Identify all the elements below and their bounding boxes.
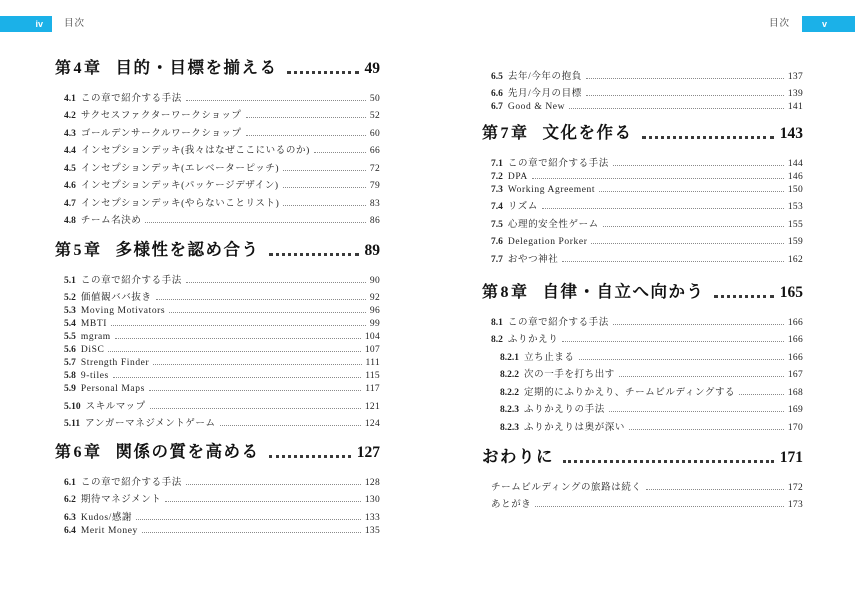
chapter-title: 目的・目標を揃える [115,58,278,77]
entry-title: 立ち止まる [524,352,575,363]
toc-entry[interactable] [55,191,380,209]
entry-title: インセプションデッキ(パッケージデザイン) [80,181,279,191]
entry-number: 6.4 [64,525,76,536]
toc-entry[interactable] [55,268,380,286]
leader-dots [186,282,366,283]
entry-number: 8.2.2 [500,370,519,380]
chapter-label: 第7章 [482,125,530,142]
entry-number: 5.4 [64,319,76,329]
entry-number: 4.2 [64,111,76,121]
leader-dots [314,152,366,153]
leader-dots [111,325,366,326]
entry-page-number: 170 [787,422,803,433]
running-header-right: 目次 [769,18,791,29]
entry-number: 7.4 [491,202,503,212]
leader-dots [283,205,366,206]
entry-number: 7.7 [491,254,503,265]
entry-title: Delegation Porker [507,237,588,247]
entry-number: 5.7 [64,358,76,368]
toc-entry[interactable] [55,381,380,394]
entry-page-number: 155 [787,219,803,230]
leader-dots [269,253,359,256]
entry-title: DiSC [80,345,105,355]
toc-entry[interactable] [55,470,380,488]
entry-title: チーム名決め [80,216,142,226]
entry-page-number: 159 [787,237,803,247]
toc-entry[interactable] [55,412,380,430]
entry-number: 6.3 [64,512,76,523]
entry-number: 6.2 [64,495,76,505]
entry-title: 9-tiles [80,371,109,381]
toc-entry[interactable] [482,247,803,265]
entry-number: 5.1 [64,275,76,286]
entry-number: 5.5 [64,332,76,342]
chapter-title: 文化を作る [542,123,633,142]
toc-entry[interactable] [482,169,803,182]
page-folio-left: iv [0,16,52,32]
entry-page-number: 169 [787,405,803,415]
toc-entry[interactable] [482,64,803,82]
entry-title: 次の一手を打ち出す [524,370,615,380]
toc-entry[interactable] [482,195,803,213]
chapter-page-number: 49 [364,60,380,77]
leader-dots [613,165,784,166]
entry-page-number: 60 [369,128,380,139]
entry-page-number: 99 [369,319,380,329]
entry-page-number: 111 [365,358,380,368]
entry-page-number: 144 [787,158,803,169]
leader-dots [629,429,784,430]
entry-title: Moving Motivators [80,306,166,316]
toc-entry[interactable] [482,182,803,195]
running-header-left: 目次 [64,18,86,29]
chapter-label: 第6章 [55,444,103,461]
entry-title: DPA [507,171,528,182]
entry-title: 心理的安全性ゲーム [507,219,599,230]
leader-dots [714,295,774,298]
entry-page-number: 121 [364,401,380,412]
entry-title: 期待マネジメント [80,495,162,505]
toc-entry[interactable] [55,329,380,342]
entry-title: mgram [80,332,111,342]
page-folio-right: v [802,16,855,32]
entry-number: 7.1 [491,158,503,169]
entry-page-number: 66 [369,146,380,156]
entry-page-number: 137 [787,71,803,82]
entry-title: この章で紹介する手法 [80,275,182,286]
leader-dots [220,425,361,426]
toc-entry[interactable] [482,151,803,169]
toc-entry[interactable] [482,230,803,248]
toc-section-chapter-7 [482,121,803,265]
toc-entry[interactable] [55,355,380,368]
chapter-label: 第8章 [482,284,530,301]
entry-title: この章で紹介する手法 [80,93,182,104]
entry-title: インセプションデッキ(エレベーターピッチ) [80,163,280,174]
toc-entry[interactable] [482,212,803,230]
entry-title: この章で紹介する手法 [507,158,609,169]
entry-title: Kudos/感謝 [80,512,133,523]
entry-page-number: 153 [787,202,803,212]
chapter-title: 多様性を認め合う [115,240,260,259]
chapter-title: おわりに [482,447,554,466]
leader-dots [246,135,366,136]
entry-number: 7.3 [491,184,503,195]
chapter-heading[interactable] [482,121,803,143]
entry-page-number: 90 [369,275,380,286]
leader-dots [156,299,366,300]
chapter-page-number: 171 [779,449,803,466]
leader-dots [586,78,784,79]
chapter-page-number: 143 [779,125,803,142]
entry-page-number: 166 [787,352,803,363]
entry-number: 8.2.2 [500,387,519,398]
entry-number: 4.4 [64,146,76,156]
chapter-page-number: 89 [364,242,380,259]
leader-dots [586,95,784,96]
entry-number: 5.2 [64,293,76,303]
chapter-page-number: 165 [779,284,803,301]
chapter-page-number: 127 [356,444,380,461]
entry-number: 8.2.3 [500,405,519,415]
entry-title: Working Agreement [507,184,596,195]
entry-page-number: 72 [369,163,380,174]
toc-entry[interactable] [55,488,380,506]
toc-entry[interactable] [482,398,803,416]
entry-number: 4.5 [64,163,76,174]
toc-entry[interactable] [55,394,380,412]
chapter-heading[interactable] [482,445,803,467]
leader-dots [136,519,361,520]
entry-title: あとがき [491,500,532,510]
toc-section-chapter-4 [55,56,380,226]
toc-entry[interactable] [482,363,803,381]
leader-dots [579,359,784,360]
toc-entry[interactable] [55,209,380,227]
entry-page-number: 166 [787,317,803,328]
toc-section-chapter-5 [55,238,380,429]
toc-section-chapter-6-continued [482,64,803,112]
entry-title: おやつ神社 [507,254,559,265]
entry-page-number: 79 [369,181,380,191]
leader-dots [542,208,784,209]
toc-entry[interactable] [482,82,803,100]
entry-number: 6.7 [491,102,503,112]
leader-dots [599,191,784,192]
leader-dots [150,408,361,409]
leader-dots [186,484,361,485]
entry-title: サクセスファクターワークショップ [80,111,242,121]
entry-page-number: 124 [364,419,380,429]
leader-dots [563,460,774,463]
entry-page-number: 92 [369,293,380,303]
entry-number: 7.6 [491,237,503,247]
entry-page-number: 162 [787,254,803,265]
leader-dots [246,117,366,118]
leader-dots [603,226,784,227]
entry-title: スキルマップ [85,401,146,412]
toc-entry[interactable] [55,104,380,122]
entry-number: 4.1 [64,93,76,104]
toc-entry[interactable] [55,156,380,174]
entry-page-number: 166 [787,335,803,345]
toc-entry[interactable] [55,86,380,104]
entry-title: インセプションデッキ(やらないことリスト) [80,198,280,209]
entry-page-number: 115 [365,371,380,381]
leader-dots [186,100,366,101]
entry-page-number: 150 [787,184,803,195]
entry-title: リズム [507,202,538,212]
leader-dots [739,394,784,395]
chapter-heading[interactable] [55,238,380,260]
entry-number: 8.2.1 [500,352,519,363]
toc-section-chapter-8 [482,280,803,433]
entry-title: ゴールデンサークルワークショップ [80,128,242,139]
entry-title: Strength Finder [80,358,150,368]
entry-number: 7.5 [491,219,503,230]
entry-page-number: 135 [364,525,380,536]
toc-entry[interactable] [55,121,380,139]
entry-number: 8.2 [491,335,503,345]
entry-page-number: 141 [787,102,803,112]
chapter-title: 関係の質を高める [115,442,260,461]
entry-page-number: 133 [364,512,380,523]
leader-dots [165,501,360,502]
entry-page-number: 128 [364,477,380,488]
entry-title: ふりかえりは奥が深い [524,422,626,433]
leader-dots [149,390,361,391]
toc-entry[interactable] [55,523,380,536]
chapter-heading[interactable] [482,280,803,302]
chapter-label: 第5章 [55,242,103,259]
entry-title: インセプションデッキ(我々はなぜここにいるのか) [80,146,310,156]
leader-dots [113,377,361,378]
toc-entry[interactable] [55,368,380,381]
leader-dots [569,108,784,109]
entry-page-number: 52 [369,111,380,121]
toc-entry[interactable] [482,99,803,112]
entry-title: この章で紹介する手法 [507,317,609,328]
leader-dots [532,178,784,179]
leader-dots [115,338,361,339]
entry-page-number: 117 [365,384,380,394]
toc-entry[interactable] [55,286,380,304]
entry-title: Personal Maps [80,384,145,394]
entry-page-number: 83 [369,198,380,209]
toc-entry[interactable] [482,345,803,363]
entry-title: MBTI [80,319,108,329]
entry-number: 5.3 [64,306,76,316]
toc-entry[interactable] [55,174,380,192]
entry-number: 4.3 [64,128,76,139]
entry-title: この章で紹介する手法 [80,477,182,488]
toc-entry[interactable] [55,342,380,355]
leader-dots [609,411,784,412]
entry-title: Good & New [507,102,566,112]
entry-title: アンガーマネジメントゲーム [85,419,216,429]
leader-dots [283,187,366,188]
toc-entry[interactable] [482,380,803,398]
entry-title: 価値観ババ抜き [80,293,152,303]
toc-entry[interactable] [55,303,380,316]
leader-dots [169,312,366,313]
entry-page-number: 86 [369,216,380,226]
entry-number: 4.8 [64,216,76,226]
entry-number: 6.6 [491,89,503,99]
entry-title: ふりかえりの手法 [524,405,605,415]
leader-dots [591,243,783,244]
toc-entry[interactable] [482,493,803,511]
entry-title: 定期的にふりかえり、チームビルディングする [524,387,736,398]
entry-number: 5.9 [64,384,76,394]
entry-page-number: 130 [364,495,380,505]
entry-number: 5.11 [64,419,81,429]
toc-entry[interactable] [55,139,380,157]
toc-entry[interactable] [482,310,803,328]
toc-entry[interactable] [55,316,380,329]
entry-number: 4.6 [64,181,76,191]
leader-dots [613,324,784,325]
toc-entry[interactable] [482,328,803,346]
entry-number: 4.7 [64,198,76,209]
entry-page-number: 50 [369,93,380,104]
leader-dots [153,364,361,365]
leader-dots [535,506,783,507]
entry-page-number: 173 [787,500,803,510]
entry-page-number: 96 [369,306,380,316]
leader-dots [562,261,783,262]
toc-entry[interactable] [482,415,803,433]
leader-dots [283,170,366,171]
leader-dots [145,222,365,223]
chapter-label: 第4章 [55,60,103,77]
entry-number: 8.1 [491,317,503,328]
toc-section-chapter-6 [55,440,380,536]
toc-entry[interactable] [55,505,380,523]
entry-title: Merit Money [80,525,138,536]
leader-dots [108,351,360,352]
leader-dots [646,489,784,490]
leader-dots [562,341,783,342]
entry-number: 7.2 [491,171,503,182]
entry-page-number: 146 [787,171,803,182]
entry-number: 5.10 [64,401,81,412]
entry-title: チームビルディングの旅路は続く [491,482,642,493]
leader-dots [642,136,774,139]
chapter-heading[interactable] [55,56,380,78]
entry-title: ふりかえり [507,335,559,345]
leader-dots [142,532,361,533]
entry-number: 5.8 [64,371,76,381]
entry-number: 5.6 [64,345,76,355]
chapter-title: 自律・自立へ向かう [542,282,705,301]
entry-page-number: 107 [364,345,380,355]
leader-dots [287,71,359,74]
entry-number: 8.2.3 [500,422,519,433]
entry-page-number: 104 [364,332,380,342]
leader-dots [269,455,351,458]
entry-title: 去年/今年の抱負 [507,71,582,82]
entry-page-number: 139 [787,89,803,99]
entry-page-number: 172 [787,482,803,493]
toc-entry[interactable] [482,475,803,493]
entry-title: 先月/今月の目標 [507,89,582,99]
entry-page-number: 167 [787,370,803,380]
entry-page-number: 168 [787,387,803,398]
leader-dots [619,376,784,377]
toc-section-owarini [482,445,803,510]
entry-number: 6.5 [491,71,503,82]
entry-number: 6.1 [64,477,76,488]
chapter-heading[interactable] [55,440,380,462]
